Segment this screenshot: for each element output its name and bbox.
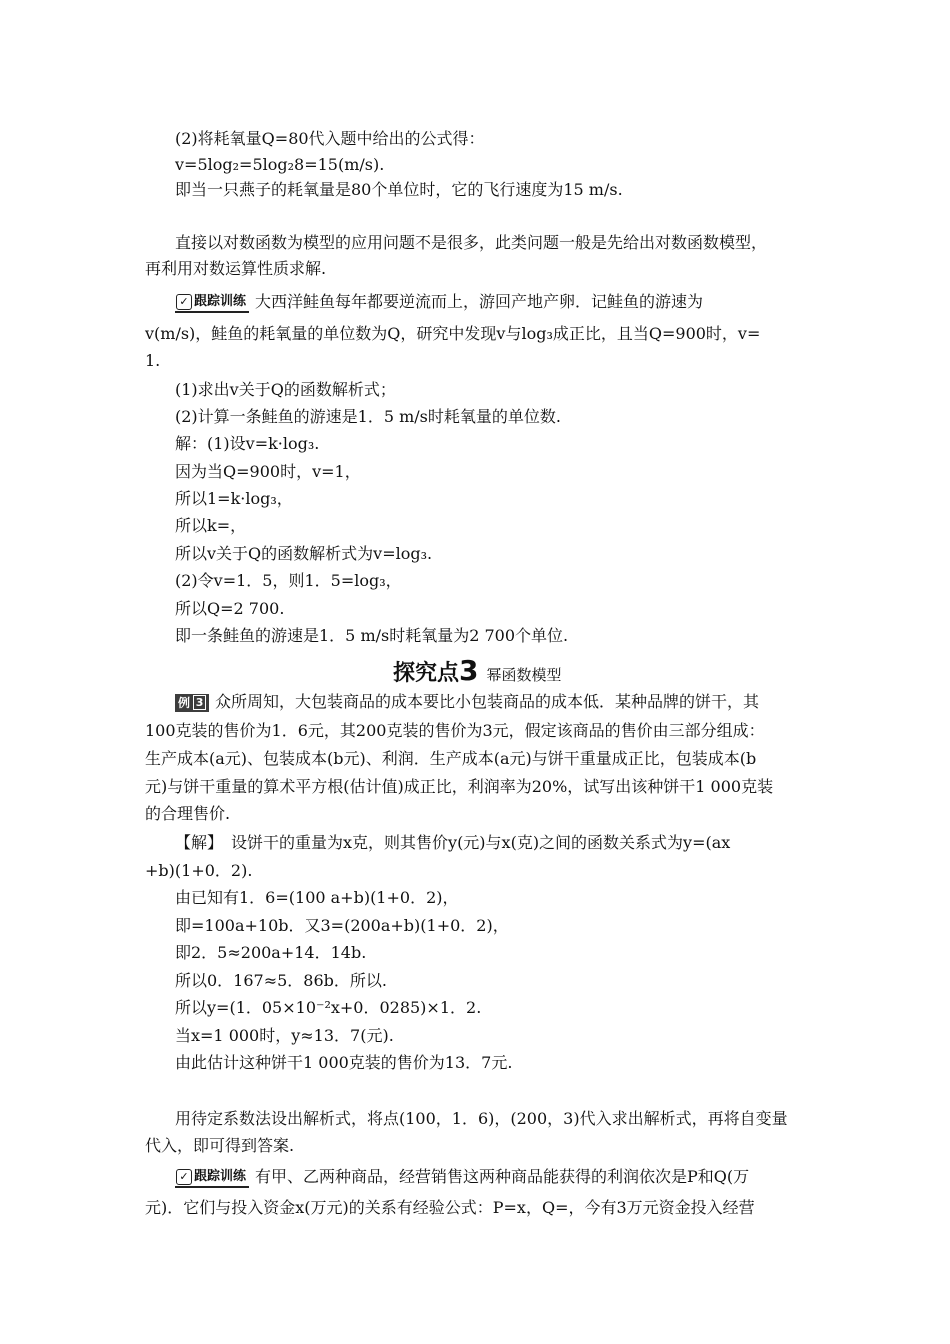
text-line: 当x=1 000时，y≈13．7(元). bbox=[175, 1026, 394, 1045]
text-line: 所以1=k·log₃， bbox=[175, 489, 293, 508]
text-line: 即=100a+10b．又3=(200a+b)(1+0．2)， bbox=[175, 916, 509, 935]
text-line: 由此估计这种饼干1 000克装的售价为13．7元. bbox=[175, 1053, 513, 1072]
tracking-badge bbox=[175, 1168, 249, 1188]
section-number: 3 bbox=[459, 654, 479, 687]
text-line: 即当一只燕子的耗氧量是80个单位时，它的飞行速度为15 m/s. bbox=[175, 180, 623, 199]
tracking-badge-label: 跟踪训练 bbox=[194, 293, 247, 309]
text-line: 因为当Q=900时，v=1， bbox=[175, 462, 361, 481]
text-line: 所以v关于Q的函数解析式为v=log₃. bbox=[175, 544, 433, 563]
text-line: +b)(1+0．2). bbox=[145, 861, 253, 880]
text-line: 大西洋鲑鱼每年都要逆流而上，游回产地产卵．记鲑鱼的游速为 bbox=[255, 292, 704, 311]
text-line: 所以k=， bbox=[175, 516, 247, 535]
tracking-line bbox=[175, 292, 703, 313]
text-line: 再利用对数运算性质求解. bbox=[145, 259, 327, 278]
text-line: v=5log₂=5log₂8=15(m/s). bbox=[175, 155, 385, 174]
example-badge-number: 3 bbox=[193, 695, 206, 710]
text-line: 所以0．167≈5．86b．所以. bbox=[175, 971, 387, 990]
text-line: 用待定系数法设出解析式，将点(100，1．6)，(200，3)代入求出解析式，再将自变量 bbox=[175, 1109, 788, 1128]
text-line: 元)与饼干重量的算术平方根(估计值)成正比，利润率为20%，试写出该种饼干1 000克装 bbox=[145, 777, 774, 796]
text-line: 直接以对数函数为模型的应用问题不是很多，此类问题一般是先给出对数函数模型， bbox=[175, 233, 768, 252]
text-line: 众所周知，大包装商品的成本要比小包装商品的成本低．某种品牌的饼干，其 bbox=[215, 692, 760, 711]
text-line: v(m/s)，鲑鱼的耗氧量的单位数为Q，研究中发现v与log₃成正比，且当Q=900时，v= bbox=[145, 324, 761, 343]
example-badge bbox=[175, 694, 209, 712]
tracking-line bbox=[175, 1167, 749, 1188]
text-line: (2)将耗氧量Q=80代入题中给出的公式得： bbox=[175, 129, 485, 148]
section-title: 探究点 bbox=[393, 661, 460, 686]
text-line: 所以y=(1．05×10⁻²x+0．0285)×1．2. bbox=[175, 998, 482, 1017]
example-line bbox=[175, 692, 759, 712]
text-line: 所以Q=2 700. bbox=[175, 599, 285, 618]
text-line: 解：(1)设v=k·log₃. bbox=[175, 434, 320, 453]
check-icon: ✓ bbox=[176, 294, 192, 310]
section-subtitle: 幂函数模型 bbox=[486, 666, 562, 684]
text-line: 代入，即可得到答案. bbox=[145, 1136, 295, 1155]
tracking-badge bbox=[175, 293, 249, 313]
text-line: 100克装的售价为1．6元，其200克装的售价为3元，假定该商品的售价由三部分组成： bbox=[145, 721, 765, 740]
text-line: 即一条鲑鱼的游速是1．5 m/s时耗氧量为2 700个单位. bbox=[175, 626, 569, 645]
text-line: 即2．5≈200a+14．14b. bbox=[175, 943, 367, 962]
text-line: 元)．它们与投入资金x(万元)的关系有经验公式：P=x，Q=，今有3万元资金投入经营 bbox=[145, 1198, 755, 1217]
example-badge-label: 例 bbox=[178, 695, 191, 710]
tracking-badge-label: 跟踪训练 bbox=[194, 1168, 247, 1184]
text-line: (2)令v=1．5，则1．5=log₃， bbox=[175, 571, 402, 590]
text-line: 1. bbox=[145, 351, 161, 370]
text-line: 有甲、乙两种商品，经营销售这两种商品能获得的利润依次是P和Q(万 bbox=[255, 1167, 750, 1186]
check-icon: ✓ bbox=[176, 1169, 192, 1185]
section-heading bbox=[393, 654, 562, 687]
text-line: 生产成本(a元)、包装成本(b元)、利润．生产成本(a元)与饼干重量成正比，包装成本(b bbox=[145, 749, 757, 768]
text-line: 由已知有1．6=(100 a+b)(1+0．2)， bbox=[175, 888, 459, 907]
text-line: 【解】 设饼干的重量为x克，则其售价y(元)与x(克)之间的函数关系式为y=(ax bbox=[175, 833, 731, 852]
text-line: (1)求出v关于Q的函数解析式； bbox=[175, 380, 396, 399]
text-line: (2)计算一条鲑鱼的游速是1．5 m/s时耗氧量的单位数. bbox=[175, 407, 561, 426]
text-line: 的合理售价. bbox=[145, 804, 231, 823]
